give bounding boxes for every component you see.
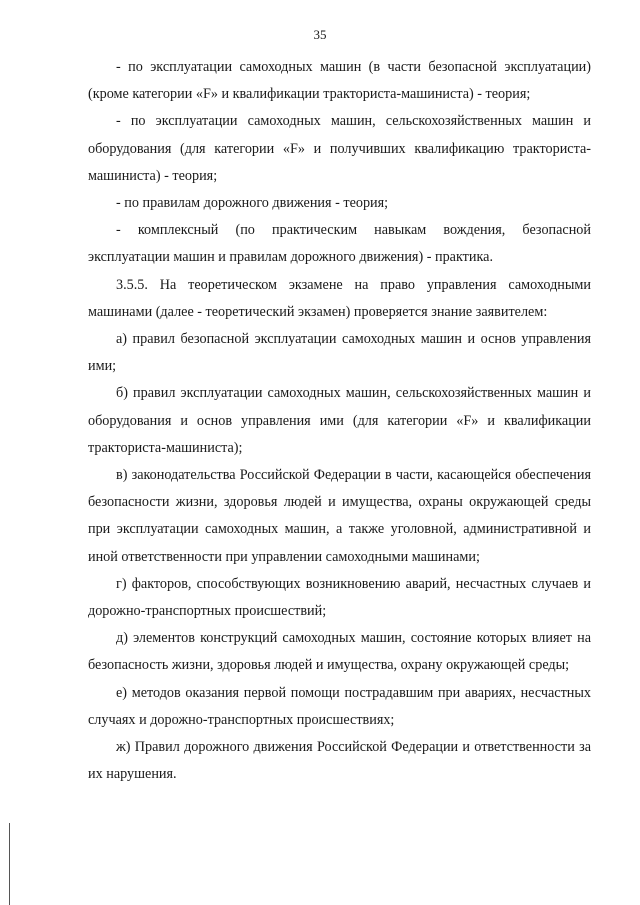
list-item-e: е) методов оказания первой помощи пострадавшим при авариях, несчастных случаях и дорожно-транспортных происшествиях; — [88, 684, 591, 728]
paragraph-section-3-5-5: 3.5.5. На теоретическом экзамене на право управления самоходными машинами (далее - теоретический экзамен) проверяется знание заявителем: — [88, 276, 591, 320]
list-item-g: г) факторов, способствующих возникновению аварий, несчастных случаев и дорожно-транспортных происшествий; — [88, 575, 591, 620]
scan-margin-line — [9, 823, 10, 905]
paragraph-agricultural-theory: - по эксплуатации самоходных машин, сельскохозяйственных машин и оборудования (для категории «F» и получивших квалификацию тракториста-машиниста) - теория; — [88, 113, 591, 184]
list-item-d: д) элементов конструкций самоходных машин, состояние которых влияет на безопасность жизни, здоровья людей и имущества, охрану окружающей среды; — [88, 630, 591, 674]
document-body — [88, 54, 591, 788]
paragraph-traffic-rules-theory: - по правилам дорожного движения - теория; — [116, 195, 389, 212]
list-item-zh: ж) Правил дорожного движения Российской Федерации и ответственности за их нарушения. — [88, 739, 591, 783]
paragraph-complex-practice: - комплексный (по практическим навыкам вождения, безопасной эксплуатации машин и правилам дорожного движения) - практика. — [88, 222, 591, 266]
paragraph-exploitation-theory: - по эксплуатации самоходных машин (в части безопасной эксплуатации) (кроме категории «F» и квалификации тракториста-машиниста) - теория; — [88, 59, 591, 103]
list-item-v: в) законодательства Российской Федерации в части, касающейся обеспечения безопасности жизни, здоровья людей и имущества, охраны окружающей среды при эксплуатации самоходных машин, а также уголовной, административной и иной ответственности при управлении самоходными машинами; — [88, 467, 591, 565]
list-item-a: а) правил безопасной эксплуатации самоходных машин и основ управления ими; — [88, 331, 591, 375]
list-item-b: б) правил эксплуатации самоходных машин, сельскохозяйственных машин и оборудования и основ управления ими (для категории «F» и квалификации тракториста-машиниста); — [88, 385, 591, 456]
page-number: 35 — [313, 27, 327, 42]
